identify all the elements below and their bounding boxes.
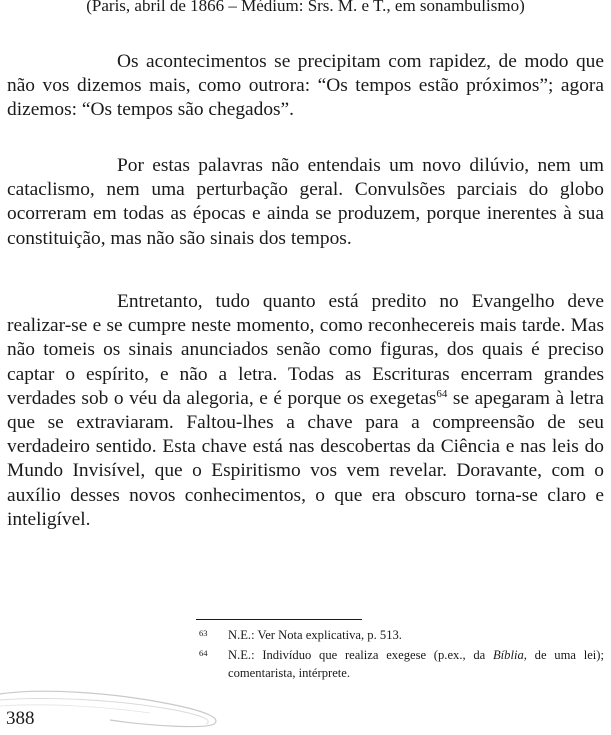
paragraph-3 bbox=[7, 290, 604, 532]
footnote-63 bbox=[196, 626, 604, 644]
footnote-text: N.E.: Indivíduo que realiza exegese (p.ex., da bbox=[228, 648, 493, 662]
footnote-number: 64 bbox=[199, 648, 208, 658]
paragraph-3-text-start: Entretanto, tudo quanto está predito no Evangelho deve realizar-se e se cumpre neste momento, como reconhecereis mais tarde. Mas não tomeis os sinais anunciados senão como figuras, dos quais é preciso captar o espírito, e não a letra. Todas as Escrituras encerram grandes verdades sob o véu da alegoria, e é porque os exegetas bbox=[7, 291, 604, 409]
footnote-64 bbox=[196, 646, 604, 682]
paragraph-2: Por estas palavras não entendais um novo dilúvio, nem um cataclismo, nem uma perturbação geral. Convulsões parciais do globo ocorreram em todas as épocas e ainda se produzem, porque inerentes à sua constituição, mas não são sinais dos tempos. bbox=[7, 155, 604, 249]
footnote-text-end: , de uma lei); comentarista, intérprete. bbox=[228, 648, 604, 680]
footnote-italic-term: Bíblia bbox=[492, 648, 524, 662]
footnote-number: 63 bbox=[199, 628, 208, 638]
message-caption: (Paris, abril de 1866 – Médium: Srs. M. e T., em sonambulismo) bbox=[86, 0, 525, 15]
page-number: 388 bbox=[6, 708, 35, 729]
footnote-reference-64[interactable]: 64 bbox=[436, 387, 448, 400]
footnote-text: N.E.: Ver Nota explicativa, p. 513. bbox=[228, 628, 402, 642]
page-corner-swoosh-ornament bbox=[0, 686, 230, 732]
footnote-divider bbox=[196, 619, 362, 620]
paragraph-1: Os acontecimentos se precipitam com rapidez, de modo que não vos dizemos mais, como outrora: “Os tempos estão próximos”; agora dizemos: “Os tempos são chegados”. bbox=[7, 51, 604, 121]
paragraph-3-text-end: se apegaram à letra que se extraviaram. Faltou-lhes a chave para a compreensão de seu verdadeiro sentido. Esta chave está nas descobertas da Ciência e nas leis do Mundo Invisível, que o Espiritismo vos vem revelar. Doravante, com o auxílio desses novos conhecimentos, o que era obscuro torna-se claro e inteligível. bbox=[7, 387, 605, 530]
footnotes-section bbox=[196, 626, 604, 682]
